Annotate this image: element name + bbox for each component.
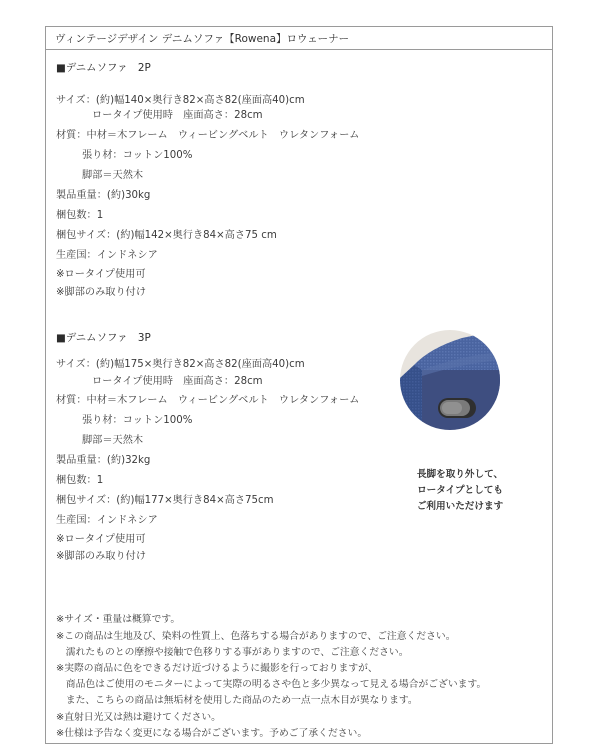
note-line: ※直射日光又は熱は避けてください。 [56, 712, 221, 723]
spec-size-2p: サイズ：(約)幅140×奥行き82×高さ82(座面高40)cm [56, 95, 305, 106]
sofa-leg-photo [400, 330, 500, 430]
spec-material-2p: 材質：中材＝木フレーム ウィービングベルト ウレタンフォーム [56, 130, 360, 141]
note-line: また、こちらの商品は無垢材を使用した商品のため一点一点木目が異なります。 [56, 695, 418, 706]
sofa-leg-shape [438, 398, 476, 418]
photo-caption-line-2: ロータイプとしても [417, 485, 503, 496]
page-title: ヴィンテージデザイン デニムソファ【Rowena】ロウェーナー [55, 33, 350, 45]
section-heading-3p: ■デニムソファ 3P [56, 332, 151, 344]
note-line: ※実際の商品に色をできるだけ近づけるように撮影を行っておりますが、 [56, 663, 378, 674]
spec-upholstery-3p: 張り材：コットン100% [82, 415, 193, 426]
spec-weight-3p: 製品重量：(約)32kg [56, 455, 151, 466]
spec-note-low-2p: ※ロータイプ使用可 [56, 269, 146, 280]
spec-material-3p: 材質：中材＝木フレーム ウィービングベルト ウレタンフォーム [56, 395, 360, 406]
spec-weight-2p: 製品重量：(約)30kg [56, 190, 151, 201]
section-heading-2p: ■デニムソファ 2P [56, 62, 151, 74]
spec-packages-2p: 梱包数：1 [56, 210, 104, 221]
spec-note-low-3p: ※ロータイプ使用可 [56, 534, 146, 545]
note-line: ※サイズ・重量は概算です。 [56, 614, 181, 625]
spec-origin-2p: 生産国：インドネシア [56, 250, 158, 261]
photo-caption-line-1: 長脚を取り外して、 [416, 469, 504, 480]
spec-size-low-3p: ロータイプ使用時 座面高さ：28cm [92, 376, 263, 387]
note-line: 商品色はご使用のモニターによって実際の明るさや色と多少異なって見える場合がございます。 [56, 679, 487, 690]
spec-package-size-3p: 梱包サイズ：(約)幅177×奥行き84×高さ75cm [56, 495, 274, 506]
spec-origin-3p: 生産国：インドネシア [56, 515, 158, 526]
spec-package-size-2p: 梱包サイズ：(約)幅142×奥行き84×高さ75 cm [56, 230, 277, 241]
spec-legs-3p: 脚部＝天然木 [82, 435, 144, 446]
spec-size-3p: サイズ：(約)幅175×奥行き82×高さ82(座面高40)cm [56, 359, 305, 370]
sofa-leg-illustration [400, 330, 500, 430]
title-bar [46, 27, 552, 50]
spec-note-legs-2p: ※脚部のみ取り付け [56, 287, 147, 298]
photo-caption-line-3: ご利用いただけます [416, 501, 504, 512]
spec-upholstery-2p: 張り材：コットン100% [82, 150, 193, 161]
note-line: ※仕様は予告なく変更になる場合がございます。予めご了承ください。 [56, 728, 368, 739]
spec-note-legs-3p: ※脚部のみ取り付け [56, 551, 147, 562]
note-line: 濡れたものとの摩擦や接触で色移りする事がありますので、ご注意ください。 [56, 647, 409, 658]
spec-packages-3p: 梱包数：1 [56, 475, 104, 486]
spec-legs-2p: 脚部＝天然木 [82, 170, 144, 181]
note-line: ※この商品は生地及び、染料の性質上、色落ちする場合がありますので、ご注意ください。 [56, 631, 456, 642]
spec-size-low-2p: ロータイプ使用時 座面高さ：28cm [92, 110, 263, 121]
